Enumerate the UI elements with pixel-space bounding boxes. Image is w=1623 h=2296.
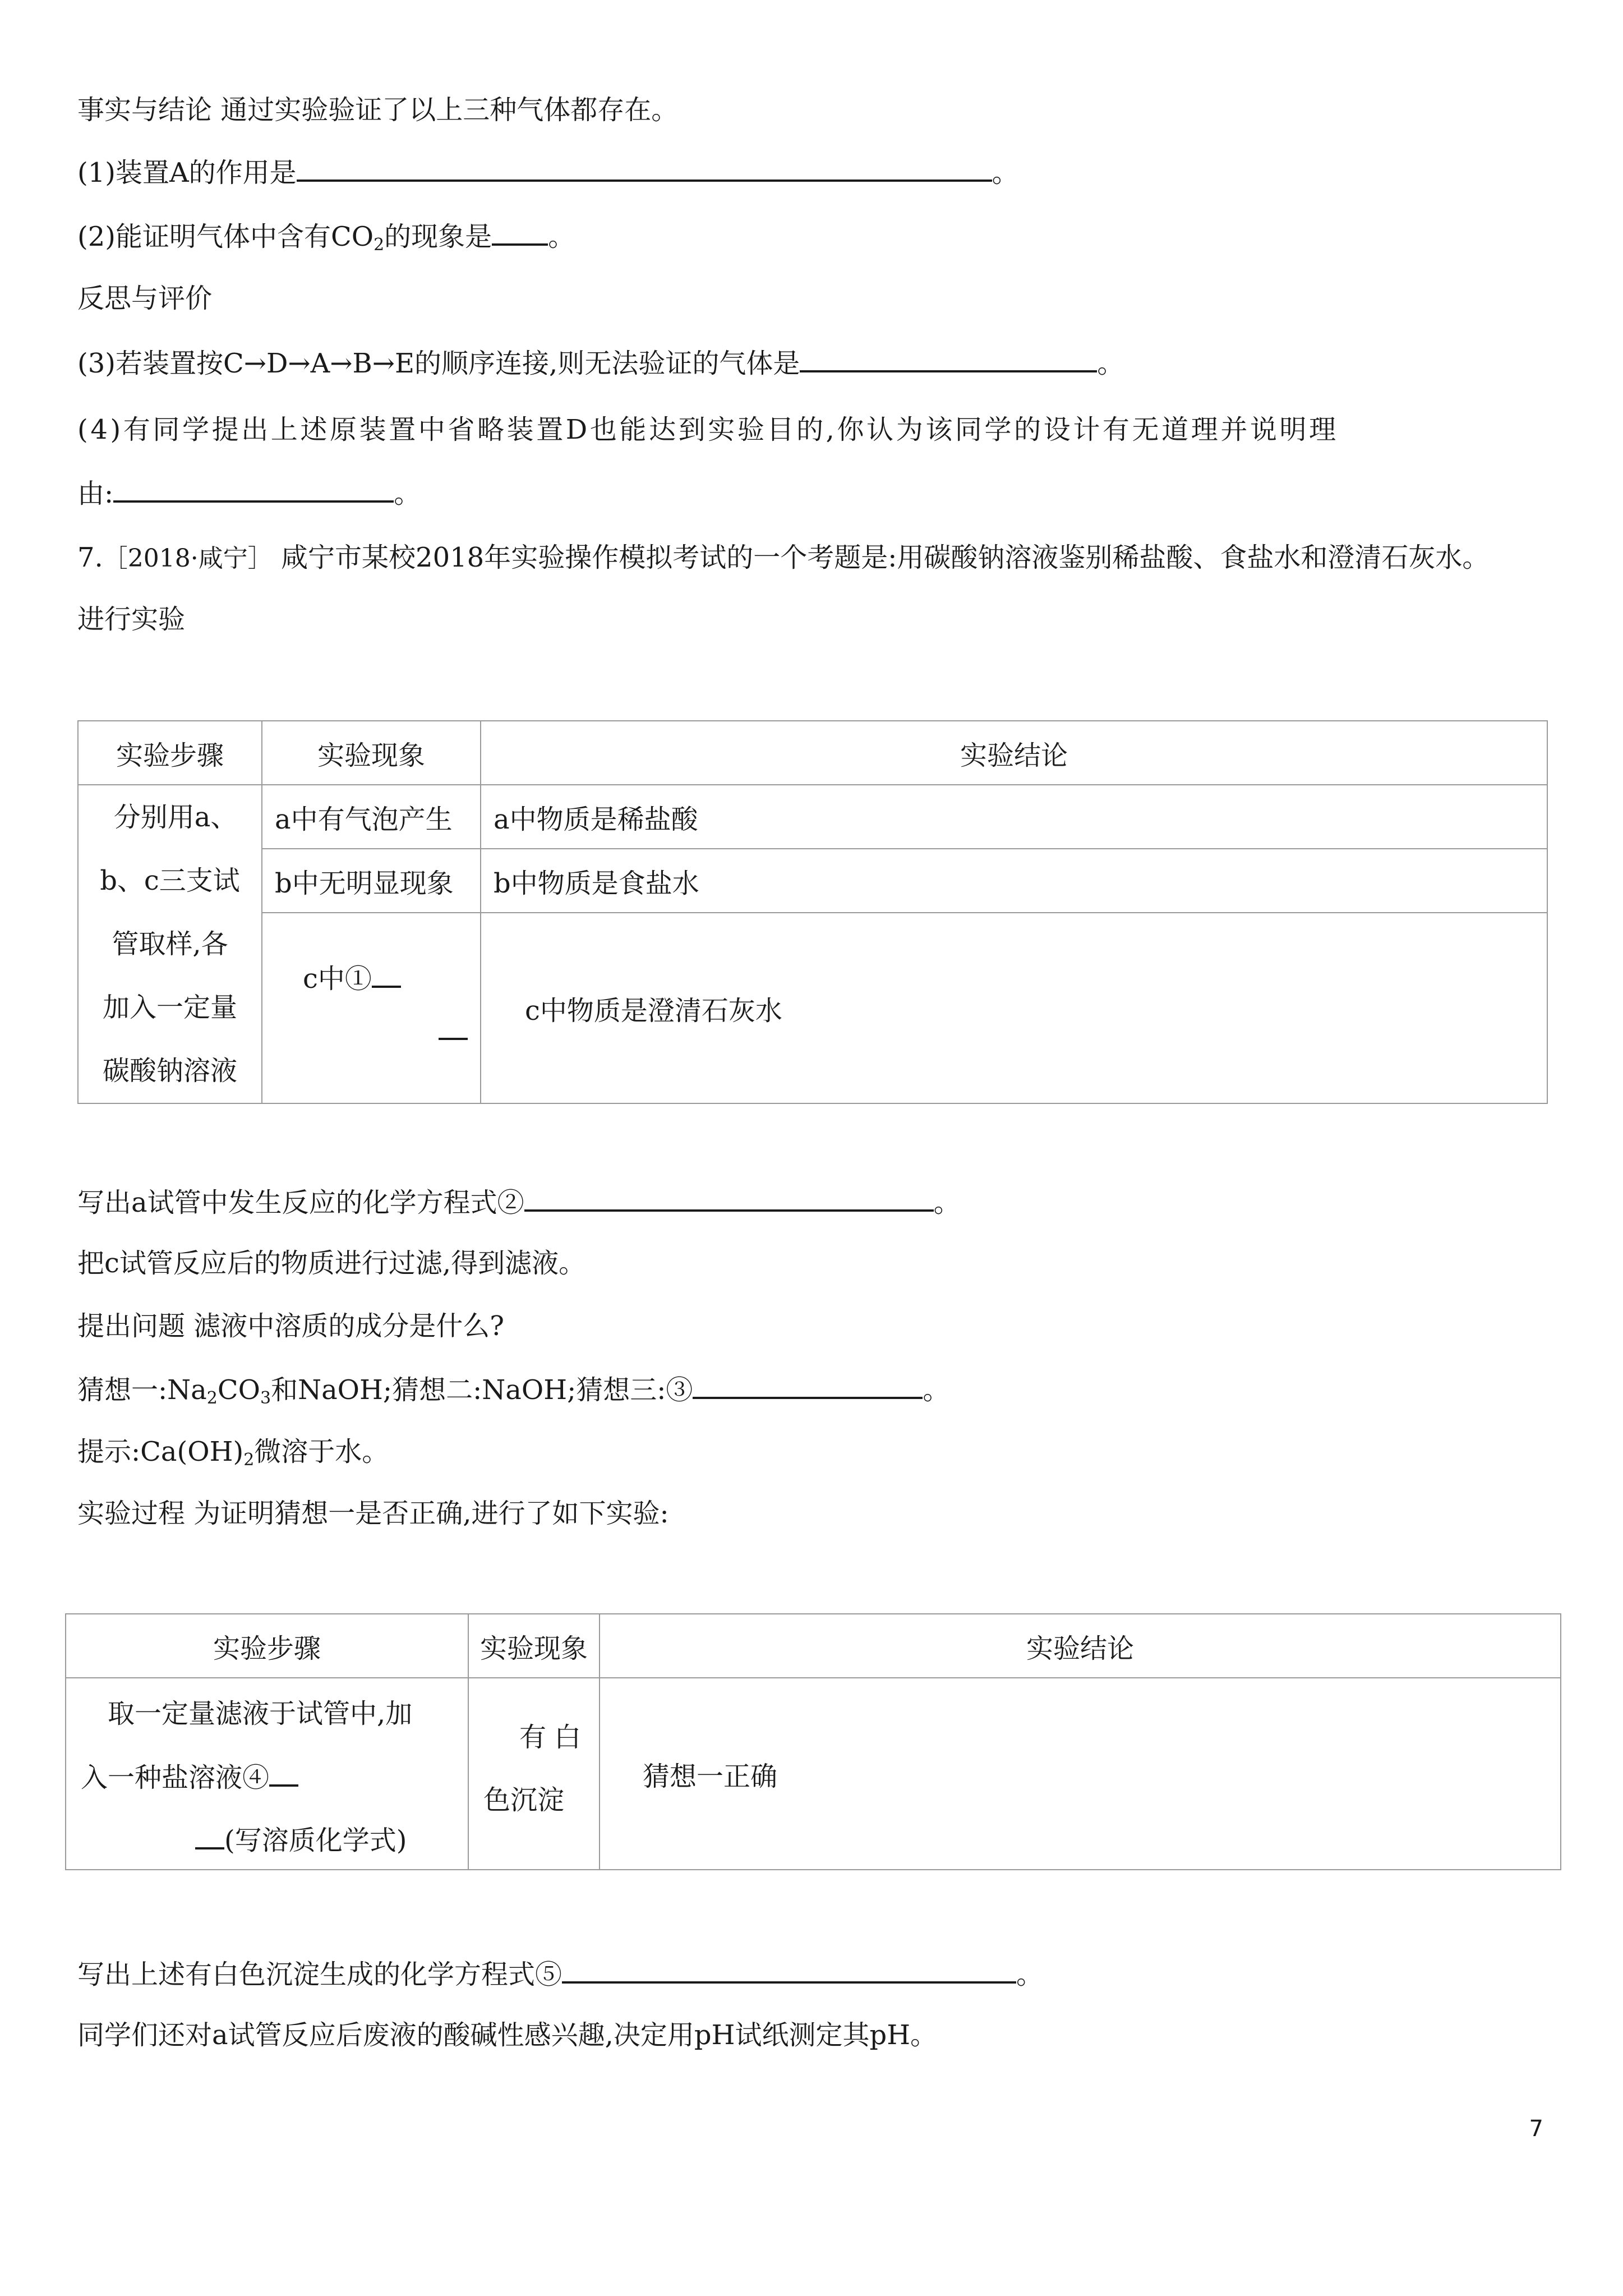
table1-conclusion-b: b中物质是食盐水 xyxy=(481,849,1547,913)
step-line: 碳酸钠溶液 xyxy=(102,1055,237,1087)
question-3 xyxy=(77,344,1124,381)
table2-step-line2: 入一种盐溶液④ xyxy=(81,1762,270,1793)
text-question: 提出问题 滤液中溶质的成分是什么? xyxy=(77,1310,504,1342)
table2-step-cell xyxy=(66,1678,468,1870)
question-2 xyxy=(77,218,575,255)
source-tag: ［2018·咸宁］ xyxy=(103,544,273,573)
text-line-fact: 事实与结论 通过实验验证了以上三种气体都存在。 xyxy=(77,94,679,126)
question-4-line2 xyxy=(77,475,421,512)
answer-blank-c1[interactable] xyxy=(372,960,401,988)
period: 。 xyxy=(992,157,1019,188)
question-4-line1: (4)有同学提出上述原装置中省略装置D也能达到实验目的,你认为该同学的设计有无道理并说明理 xyxy=(77,414,1339,445)
step-line: 加入一定量 xyxy=(102,991,237,1023)
table2-header-step: 实验步骤 xyxy=(66,1614,468,1678)
table1-step-cell xyxy=(78,785,262,1103)
period: 。 xyxy=(1016,1959,1044,1990)
answer-blank-eq-5[interactable] xyxy=(562,1955,1016,1984)
question-1 xyxy=(77,154,1019,191)
answer-blank-2[interactable] xyxy=(492,218,548,246)
question-1-text: (1)装置A的作用是 xyxy=(77,157,297,188)
hint-line xyxy=(77,1434,389,1470)
table2-header-phenomenon: 实验现象 xyxy=(468,1614,600,1678)
answer-blank-c1-cont[interactable] xyxy=(439,1012,468,1040)
answer-blank-guess-3[interactable] xyxy=(693,1371,923,1399)
table1-header-phenomenon: 实验现象 xyxy=(262,721,481,785)
question-2-text: (2)能证明气体中含有CO xyxy=(77,221,374,252)
step-line: 分别用a、 xyxy=(113,801,238,833)
text-ph: 同学们还对a试管反应后废液的酸碱性感兴趣,决定用pH试纸测定其pH。 xyxy=(77,2019,938,2051)
section-experiment: 进行实验 xyxy=(77,604,186,635)
table1-conclusion-c: c中物质是澄清石灰水 xyxy=(481,913,1547,1103)
guess-text-2: CO xyxy=(217,1374,260,1406)
page-number: 7 xyxy=(1529,2116,1543,2142)
equation-a xyxy=(77,1184,961,1221)
table2-phenomenon xyxy=(468,1678,600,1870)
answer-blank-4[interactable] xyxy=(113,475,394,503)
table2-header-conclusion: 实验结论 xyxy=(600,1614,1561,1678)
table1-phenomenon-a: a中有气泡产生 xyxy=(262,785,481,849)
answer-blank-4-salt-cont[interactable] xyxy=(195,1821,224,1849)
period: 。 xyxy=(548,221,575,252)
question-7 xyxy=(77,540,1489,577)
period: 。 xyxy=(933,1187,961,1218)
period: 。 xyxy=(1097,348,1124,379)
text-filter: 把c试管反应后的物质进行过滤,得到滤液。 xyxy=(77,1248,586,1279)
question-3-text: (3)若装置按C→D→A→B→E的顺序连接,则无法验证的气体是 xyxy=(77,348,800,379)
experiment-table-1 xyxy=(77,720,1548,1104)
guess-text-1: 猜想一:Na xyxy=(77,1374,207,1406)
table1-header-conclusion: 实验结论 xyxy=(481,721,1547,785)
table1-phenomenon-c xyxy=(262,913,481,1103)
table1-conclusion-a: a中物质是稀盐酸 xyxy=(481,785,1547,849)
equation-a-text: 写出a试管中发生反应的化学方程式② xyxy=(77,1187,524,1218)
question-7-number: 7. xyxy=(77,542,103,573)
period: 。 xyxy=(394,478,421,509)
table1-header-step: 实验步骤 xyxy=(78,721,262,785)
table2-conclusion: 猜想一正确 xyxy=(600,1678,1561,1870)
table1-phenomenon-b: b中无明显现象 xyxy=(262,849,481,913)
guess-line xyxy=(77,1371,949,1408)
answer-blank-eq-a[interactable] xyxy=(524,1184,934,1212)
hint-text-2: 微溶于水。 xyxy=(254,1436,389,1467)
table1-phenomenon-c-text: c中① xyxy=(303,963,372,995)
experiment-table-2 xyxy=(65,1613,1561,1870)
question-2-tail: 的现象是 xyxy=(384,221,492,252)
subscript: 2 xyxy=(206,1388,218,1408)
answer-blank-3[interactable] xyxy=(800,344,1097,372)
text-process: 实验过程 为证明猜想一是否正确,进行了如下实验: xyxy=(77,1498,669,1529)
section-reflection: 反思与评价 xyxy=(77,283,213,314)
answer-blank-1[interactable] xyxy=(297,154,992,182)
subscript: 2 xyxy=(243,1450,255,1470)
step-line: b、c三支试 xyxy=(100,864,240,896)
table2-step-line3: (写溶质化学式) xyxy=(224,1825,407,1856)
hint-text-1: 提示:Ca(OH) xyxy=(77,1436,244,1467)
equation-white-text: 写出上述有白色沉淀生成的化学方程式⑤ xyxy=(77,1959,562,1990)
period: 。 xyxy=(923,1374,950,1406)
step-line: 管取样,各 xyxy=(112,928,228,960)
table2-phenomenon-line1: 有白 xyxy=(519,1722,589,1753)
question-4-text: 由: xyxy=(77,478,114,509)
table2-step-line1: 取一定量滤液于试管中,加 xyxy=(108,1698,413,1729)
subscript: 3 xyxy=(260,1388,271,1408)
equation-white-precipitate xyxy=(77,1955,1043,1993)
subscript: 2 xyxy=(374,235,385,255)
table2-phenomenon-line2: 色沉淀 xyxy=(483,1784,565,1816)
answer-blank-4-salt[interactable] xyxy=(269,1759,298,1787)
question-7-text: 咸宁市某校2018年实验操作模拟考试的一个考题是:用碳酸钠溶液鉴别稀盐酸、食盐水和澄清石灰水。 xyxy=(281,542,1490,573)
guess-text-3: 和NaOH;猜想二:NaOH;猜想三:③ xyxy=(271,1374,693,1406)
